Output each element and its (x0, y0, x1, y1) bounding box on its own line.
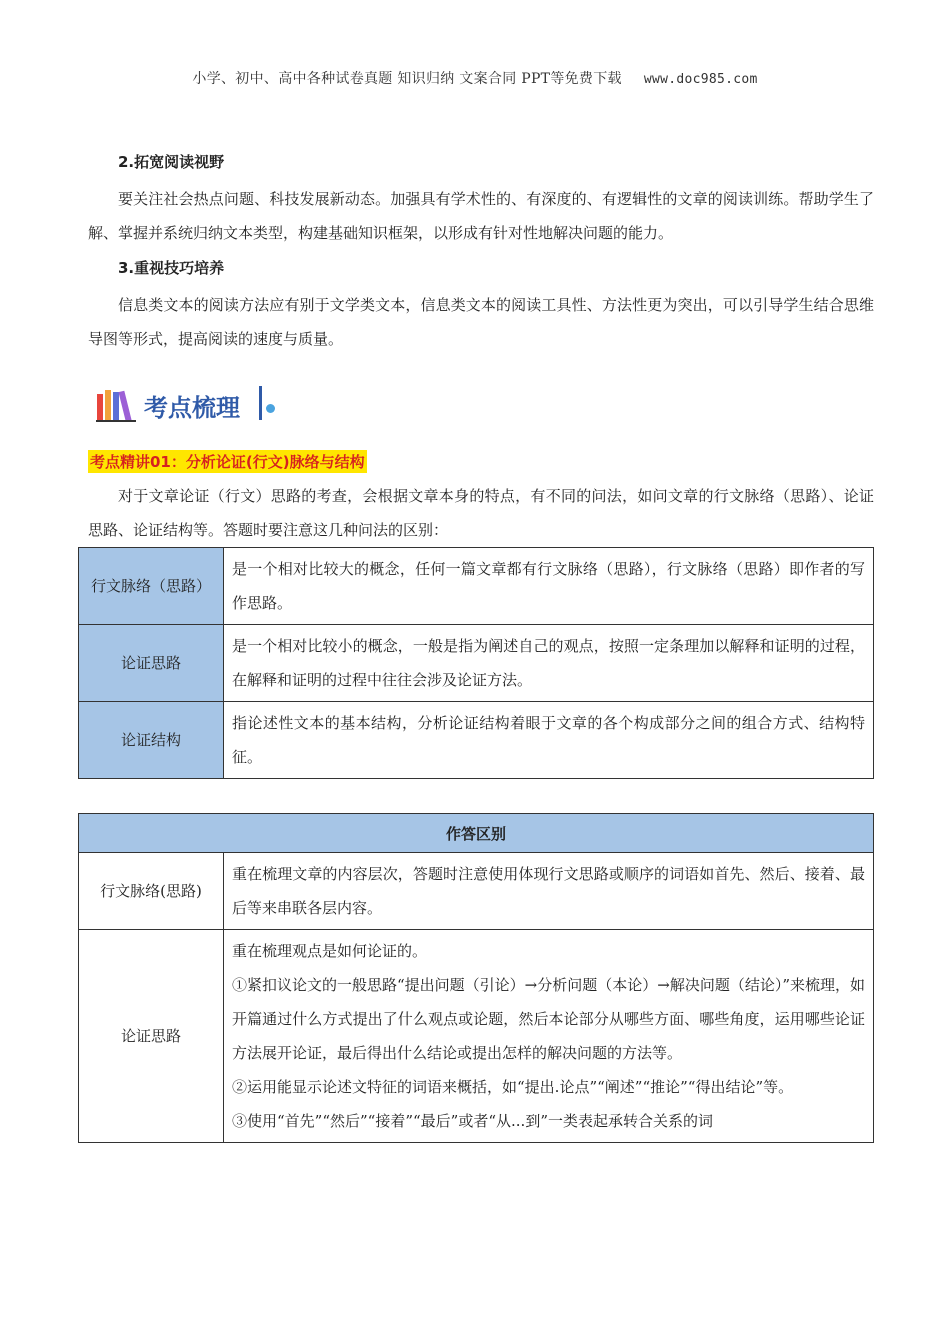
kaodian-title: 考点精讲01：分析论证(行文)脉络与结构 (88, 450, 367, 473)
row-line: ②运用能显示论述文特征的词语来概括，如“提出.论点”“阐述”“推论”“得出结论”等。 (232, 1078, 794, 1096)
books-icon (96, 386, 136, 422)
answer-difference-table (78, 813, 874, 1143)
row-text-block (224, 930, 874, 1143)
concept-table (78, 547, 874, 779)
table-row (79, 930, 874, 1143)
banner-cursor-bar (259, 386, 262, 420)
row-text: 重在梳理文章的内容层次，答题时注意使用体现行文思路或顺序的词语如首先、然后、接着、最后等来串联各层内容。 (224, 853, 874, 930)
section-banner (96, 380, 874, 432)
document-body (88, 148, 874, 1143)
row-label: 行文脉络（思路） (79, 548, 224, 625)
section-3-body: 信息类文本的阅读方法应有别于文学类文本，信息类文本的阅读工具性、方法性更为突出，可以引导学生结合思维导图等形式，提高阅读的速度与质量。 (88, 296, 874, 348)
table-header-row (79, 814, 874, 853)
banner-dot (266, 404, 275, 413)
row-label: 论证思路 (79, 930, 224, 1143)
row-line: 重在梳理观点是如何论证的。 (232, 942, 428, 960)
kaodian-intro: 对于文章论证（行文）思路的考查，会根据文章本身的特点，有不同的问法，如问文章的行文脉络（思路）、论证思路、论证结构等。答题时要注意这几种问法的区别： (88, 487, 874, 539)
section-3-title: 3.重视技巧培养 (118, 259, 225, 277)
section-2-title: 2.拓宽阅读视野 (118, 153, 225, 171)
row-line: ③使用“首先”“然后”“接着”“最后”或者“从...到”一类表起承转合关系的词 (232, 1112, 713, 1130)
banner-title: 考点梳理 (144, 394, 240, 422)
row-text: 是一个相对比较大的概念，任何一篇文章都有行文脉络（思路），行文脉络（思路）即作者的写作思路。 (224, 548, 874, 625)
row-line: ①紧扣议论文的一般思路“提出问题（引论）→分析问题（本论）→解决问题（结论）”来梳理，如开篇通过什么方式提出了什么观点或论题，然后本论部分从哪些方面、哪些角度，运用哪些论证方法展开论证，最后得出什么结论或提出怎样的解决问题的方法等。 (232, 976, 865, 1062)
table-row (79, 702, 874, 779)
header-text: 小学、初中、高中各种试卷真题 知识归纳 文案合同 PPT等免费下载 (192, 71, 622, 87)
table-row (79, 625, 874, 702)
table-header: 作答区别 (79, 814, 874, 853)
table-row (79, 548, 874, 625)
row-text: 指论述性文本的基本结构，分析论证结构着眼于文章的各个构成部分之间的组合方式、结构特征。 (224, 702, 874, 779)
row-label: 行文脉络(思路) (79, 853, 224, 930)
row-label: 论证结构 (79, 702, 224, 779)
table-row (79, 853, 874, 930)
page-header (0, 68, 950, 88)
row-label: 论证思路 (79, 625, 224, 702)
header-url[interactable]: www.doc985.com (643, 72, 758, 87)
section-2-body: 要关注社会热点问题、科技发展新动态。加强具有学术性的、有深度的、有逻辑性的文章的阅读训练。帮助学生了解、掌握并系统归纳文本类型，构建基础知识框架，以形成有针对性地解决问题的能力。 (88, 190, 874, 242)
row-text: 是一个相对比较小的概念，一般是指为阐述自己的观点，按照一定条理加以解释和证明的过程，在解释和证明的过程中往往会涉及论证方法。 (224, 625, 874, 702)
